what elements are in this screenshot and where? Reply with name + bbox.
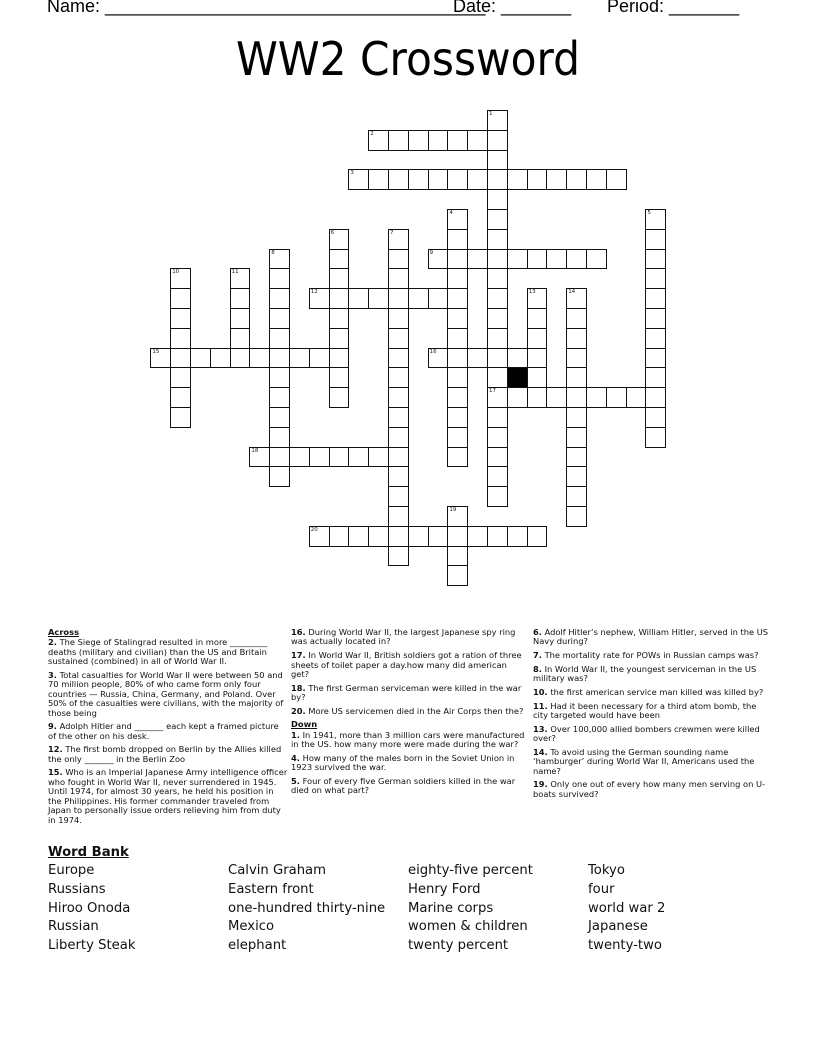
grid-cell[interactable] [368,130,389,151]
grid-cell[interactable] [507,348,528,369]
grid-cell[interactable] [388,387,409,408]
grid-cell[interactable] [388,407,409,428]
grid-cell[interactable] [447,407,468,428]
clue-down-19: 19. Only one out of every how many men serving on U-boats survived? [533,779,766,799]
clue-number: 13 [528,289,536,296]
clue-number: 1 [489,111,493,117]
word-bank [48,843,768,956]
grid-cell[interactable] [428,348,449,369]
clue-down-8: 8. In World War II, the youngest serviceman in the US military was? [533,663,757,684]
word-bank-item: Eastern front [228,881,314,897]
grid-cell[interactable] [507,526,528,547]
grid-cell[interactable] [289,447,310,468]
grid-cell[interactable] [170,348,191,369]
grid-cell[interactable] [329,288,350,309]
word-bank-column [408,862,588,956]
clue-number: 9 [429,249,434,256]
grid-cell[interactable] [408,130,429,151]
grid-cell[interactable] [527,169,548,190]
grid-cell[interactable] [487,308,508,329]
grid-cell[interactable] [150,348,171,369]
word-bank-item: four [588,881,615,897]
grid-cell[interactable] [645,427,666,448]
clue-across-9: 9. Adolph Hitler and _______ each kept a framed picture of the other on his desk. [48,721,279,741]
grid-cell[interactable] [388,486,409,507]
clue-down-6: 6. Adolf Hitler’s nephew, William Hitler, served in the US Navy during? [533,627,769,647]
clue-down-5: 5. Four of every five German soldiers killed in the war died on what part? [291,776,516,796]
clues-column-1 [48,628,288,829]
grid-cell[interactable] [645,229,666,250]
grid-cell[interactable] [487,407,508,428]
word-bank-item: Henry Ford [408,881,481,897]
clue-down-13: 13. Over 100,000 allied bombers crewmen were killed over? [533,723,760,744]
clue-number: 20 [310,526,318,533]
word-bank-item: eighty-five percent [408,863,533,878]
grid-cell[interactable] [645,348,666,369]
clue-across-2: 2. The Siege of Stalingrad resulted in more _________ deaths (military and civilian) than the US and Britain sustained (combined) in all of World War II. [48,637,268,667]
grid-cell[interactable] [388,229,409,250]
grid-cell[interactable] [566,367,587,388]
word-bank-column [228,862,408,956]
grid-cell[interactable] [527,387,548,408]
clues-column-3 [533,628,771,803]
clue-number: 15 [152,348,160,355]
grid-cell[interactable] [447,447,468,468]
grid-cell[interactable] [170,367,191,388]
grid-cell[interactable] [645,407,666,428]
grid-cell[interactable] [447,249,468,270]
grid-cell[interactable] [447,367,468,388]
clue-down-14: 14. To avoid using the German sounding name ‘hamburger’ during World War II, Americans used the name? [533,746,755,776]
grid-cell[interactable] [507,249,528,270]
grid-cell[interactable] [170,328,191,349]
grid-cell[interactable] [269,447,290,468]
grid-cell[interactable] [329,348,350,369]
grid-cell[interactable] [447,229,468,250]
grid-cell[interactable] [447,348,468,369]
clue-number: 5 [647,210,651,216]
grid-cell[interactable] [447,506,468,527]
grid-cell[interactable] [645,209,666,230]
clue-across-15: 15. Who is an Imperial Japanese Army intelligence officer who fought in World War II, never surrendered in 1945. Until 1974, for almost 30 years, he held his position in the Philippines. His former commander traveled from Japan to personally issue orders relieving him from duty in 1974. [48,767,288,825]
grid-cell[interactable] [507,169,528,190]
grid-cell[interactable] [309,526,330,547]
grid-cell[interactable] [527,288,548,309]
grid-cell[interactable] [388,268,409,289]
grid-cell[interactable] [388,328,409,349]
grid-cell[interactable] [428,526,449,547]
grid-cell[interactable] [269,328,290,349]
clue-across-20: 20. More US servicemen died in the Air Corps then the? [291,705,524,716]
grid-cell[interactable] [467,169,488,190]
grid-cell[interactable] [309,288,330,309]
clue-down-10: 10. the first american service man killed was killed by? [533,686,764,697]
word-bank-item: Russians [48,881,106,897]
grid-cell[interactable] [170,308,191,329]
grid-cell[interactable] [329,229,350,250]
grid-cell[interactable] [467,348,488,369]
clues-column-2 [291,628,527,800]
word-bank-item: Europe [48,863,95,878]
grid-cell[interactable] [368,288,389,309]
grid-cell[interactable] [546,169,567,190]
grid-cell[interactable] [388,348,409,369]
grid-cell[interactable] [645,308,666,329]
grid-cell[interactable] [329,268,350,289]
clue-across-18: 18. The first German serviceman were killed in the war by? [291,682,522,703]
grid-cell[interactable] [269,268,290,289]
grid-cell[interactable] [626,387,647,408]
grid-cell[interactable] [388,546,409,567]
word-bank-item: women & children [408,919,528,935]
grid-cell[interactable] [527,367,548,388]
grid-cell[interactable] [566,387,587,408]
grid-cell[interactable] [329,526,350,547]
grid-cell[interactable] [269,387,290,408]
clue-number: 10 [172,269,180,276]
grid-cell[interactable] [210,348,231,369]
grid-cell[interactable] [606,169,627,190]
grid-cell[interactable] [368,169,389,190]
grid-cell[interactable] [487,486,508,507]
grid-cell[interactable] [447,526,468,547]
grid-cell[interactable] [586,169,607,190]
grid-cell[interactable] [487,427,508,448]
grid-cell[interactable] [447,308,468,329]
word-bank-item: twenty percent [408,938,509,954]
grid-cell[interactable] [329,328,350,349]
grid-cell[interactable] [487,189,508,210]
grid-cell[interactable] [170,407,191,428]
grid-cell[interactable] [329,367,350,388]
clue-number: 18 [251,447,259,454]
grid-cell[interactable] [329,249,350,270]
grid-cell[interactable] [487,526,508,547]
grid-cell[interactable] [388,249,409,270]
grid-cell[interactable] [309,447,330,468]
grid-cell[interactable] [487,328,508,349]
grid-cell[interactable] [566,328,587,349]
grid-cell[interactable] [388,466,409,487]
grid-cell[interactable] [487,367,508,388]
grid-cell[interactable] [428,169,449,190]
grid-cell[interactable] [487,466,508,487]
word-bank-item: Japanese [588,919,648,935]
grid-cell[interactable] [388,169,409,190]
clue-across-16: 16. During World War II, the largest Japanese spy ring was actually located in? [291,627,516,647]
clue-across-17: 17. In World War II, British soldiers got a ration of three sheets of toilet paper a day.how many did american get? [291,650,522,679]
grid-cell[interactable] [388,308,409,329]
grid-cell[interactable] [566,249,587,270]
grid-cell[interactable] [546,387,567,408]
grid-cell[interactable] [645,387,666,408]
grid-cell[interactable] [566,506,587,527]
grid-cell[interactable] [507,387,528,408]
grid-cell[interactable] [269,367,290,388]
grid-cell[interactable] [487,150,508,171]
word-bank-item: elephant [228,938,287,954]
grid-cell[interactable] [566,447,587,468]
grid-cell[interactable] [428,288,449,309]
clue-number: 3 [350,170,354,177]
grid-cell[interactable] [269,466,290,487]
grid-cell[interactable] [408,169,429,190]
grid-cell[interactable] [230,268,251,289]
word-bank-item: Calvin Graham [228,863,326,878]
clue-across-12: 12. The first bomb dropped on Berlin by the Allies killed the only _______ in the Berlin Zoo [48,744,282,764]
grid-cell[interactable] [645,328,666,349]
word-bank-item: world war 2 [588,900,666,916]
grid-cell[interactable] [527,328,548,349]
grid-cell[interactable] [329,387,350,408]
grid-cell[interactable] [645,268,666,289]
grid-cell[interactable] [566,466,587,487]
grid-cell[interactable] [447,546,468,567]
clue-number: 16 [429,348,437,355]
grid-cell[interactable] [487,209,508,230]
grid-cell[interactable] [388,427,409,448]
grid-cell[interactable] [269,249,290,270]
grid-cell[interactable] [447,328,468,349]
grid-cell[interactable] [645,288,666,309]
grid-cell[interactable] [566,427,587,448]
grid-cell[interactable] [408,288,429,309]
grid-cell[interactable] [170,268,191,289]
grid-cell[interactable] [428,130,449,151]
word-bank-item: Marine corps [408,900,494,916]
grid-cell[interactable] [566,288,587,309]
word-bank-item: Liberty Steak [48,938,136,954]
grid-cell[interactable] [487,268,508,289]
grid-cell[interactable] [408,526,429,547]
grid-cell[interactable] [269,288,290,309]
clue-down-1: 1. In 1941, more than 3 million cars were manufactured in the US. how many more were made during the war? [291,729,525,750]
grid-cell[interactable] [388,288,409,309]
grid-cell[interactable] [447,169,468,190]
period-field[interactable]: Period: _______ [607,0,740,16]
grid-cell[interactable] [447,130,468,151]
clue-number: 14 [568,289,576,296]
grid-cell[interactable] [566,486,587,507]
grid-cell[interactable] [527,308,548,329]
grid-cell[interactable] [487,169,508,190]
word-bank-item: Mexico [228,919,275,935]
grid-cell[interactable] [487,387,508,408]
grid-cell[interactable] [487,348,508,369]
grid-cell[interactable] [467,249,488,270]
page-title: WW2 Crossword [235,32,581,86]
grid-cell[interactable] [230,328,251,349]
clue-number: 7 [390,229,394,236]
date-field[interactable]: Date: _______ [453,0,572,16]
across-heading: Across [48,627,80,637]
grid-cell[interactable] [586,387,607,408]
grid-cell[interactable] [388,367,409,388]
grid-cell[interactable] [566,348,587,369]
clue-down-4: 4. How many of the males born in the Soviet Union in 1923 survived the war. [291,752,515,773]
grid-cell[interactable] [249,348,270,369]
grid-cell[interactable] [190,348,211,369]
down-heading: Down [291,719,318,730]
grid-cell[interactable] [487,229,508,250]
word-bank-item: Hiroo Onoda [48,900,131,916]
word-bank-title: Word Bank [48,845,129,860]
word-bank-column [588,862,768,956]
grid-cell[interactable] [388,526,409,547]
grid-cell[interactable] [269,407,290,428]
grid-cell[interactable] [546,249,567,270]
grid-cell[interactable] [566,169,587,190]
clue-number: 6 [330,229,335,236]
grid-cell[interactable] [467,526,488,547]
grid-cell[interactable] [269,348,290,369]
grid-cell[interactable] [447,288,468,309]
grid-cell[interactable] [487,249,508,270]
clue-number: 11 [231,269,239,276]
clue-down-11: 11. Had it been necessary for a third atom bomb, the city targeted would have been [533,700,757,721]
word-bank-item: Russian [48,919,99,935]
grid-cell[interactable] [447,209,468,230]
word-bank-item: one-hundred thirty-nine [228,900,386,916]
grid-cell[interactable] [269,308,290,329]
grid-cell[interactable] [527,348,548,369]
grid-cell[interactable] [348,169,369,190]
grid-cell[interactable] [348,288,369,309]
grid-cell[interactable] [230,288,251,309]
black-cell [507,367,528,388]
grid-cell[interactable] [447,387,468,408]
grid-cell[interactable] [487,288,508,309]
grid-cell[interactable] [428,249,449,270]
grid-cell[interactable] [447,268,468,289]
grid-cell[interactable] [388,130,409,151]
clue-number: 8 [271,249,275,256]
word-bank-item: Tokyo [588,863,625,878]
clue-number: 12 [310,289,318,296]
clue-number: 19 [449,507,457,513]
clue-number: 4 [449,210,453,216]
grid-cell[interactable] [447,565,468,586]
name-field[interactable]: Name: ______________________________________ [47,0,486,16]
grid-cell[interactable] [170,288,191,309]
grid-cell[interactable] [329,447,350,468]
grid-cell[interactable] [329,308,350,329]
grid-cell[interactable] [230,348,251,369]
grid-cell[interactable] [170,387,191,408]
grid-cell[interactable] [527,526,548,547]
grid-cell[interactable] [645,249,666,270]
grid-cell[interactable] [348,447,369,468]
grid-cell[interactable] [388,447,409,468]
clue-number: 2 [370,130,374,137]
grid-cell[interactable] [566,308,587,329]
grid-cell[interactable] [487,447,508,468]
grid-cell[interactable] [289,348,310,369]
grid-cell[interactable] [368,526,389,547]
clue-number: 17 [489,388,496,395]
grid-cell[interactable] [487,110,508,131]
grid-cell[interactable] [566,407,587,428]
word-bank-item: twenty-two [588,938,662,954]
grid-cell[interactable] [230,308,251,329]
grid-cell[interactable] [249,447,270,468]
grid-cell[interactable] [269,427,290,448]
grid-cell[interactable] [606,387,627,408]
grid-cell[interactable] [368,447,389,468]
grid-cell[interactable] [586,249,607,270]
grid-cell[interactable] [348,526,369,547]
grid-cell[interactable] [309,348,330,369]
grid-cell[interactable] [645,367,666,388]
grid-cell[interactable] [388,506,409,527]
grid-cell[interactable] [527,249,548,270]
grid-cell[interactable] [487,130,508,151]
word-bank-column [48,862,228,956]
clue-down-7: 7. The mortality rate for POWs in Russian camps was? [533,650,759,661]
grid-cell[interactable] [447,427,468,448]
grid-cell[interactable] [467,130,488,151]
clue-across-3: 3. Total casualties for World War II were between 50 and 70 million people, 80% of who came form only four countries — Russia, China, Germany, and Poland. Over 50% of the casualties were civilians, with the majority of those being [48,669,284,718]
